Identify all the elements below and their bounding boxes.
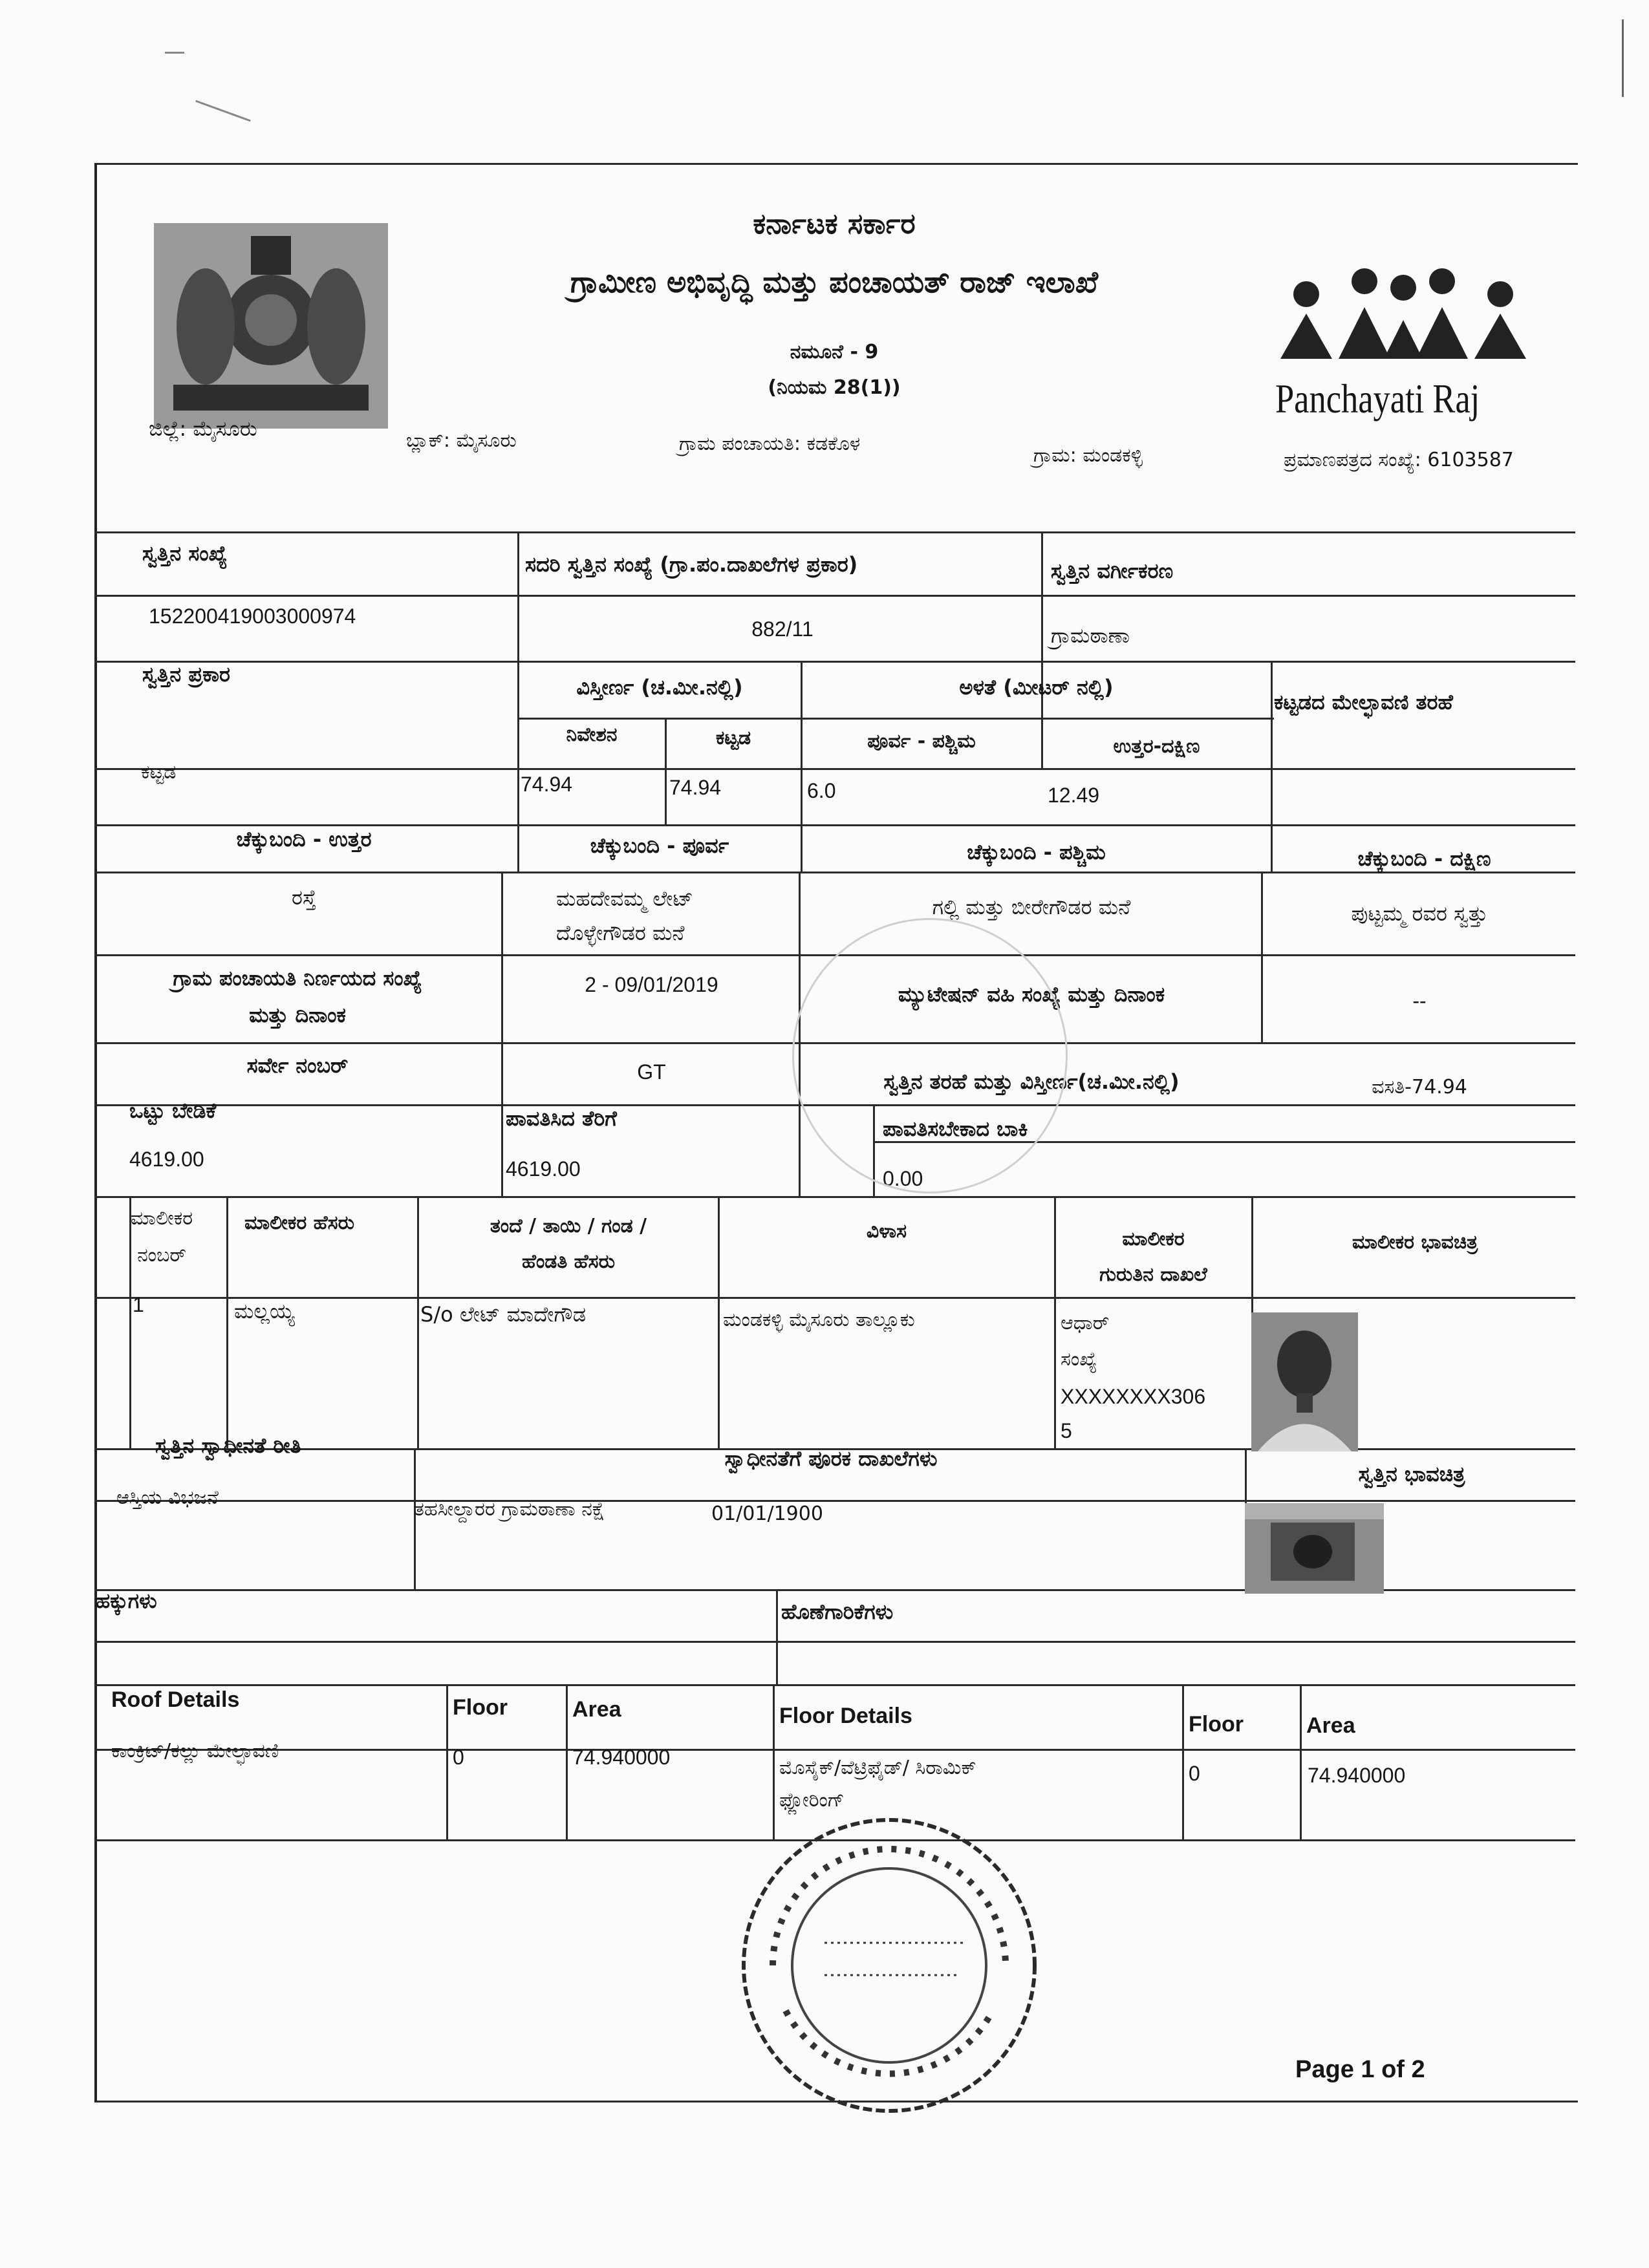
property-photo xyxy=(1245,1503,1384,1594)
boundary-north-label: ಚೆಕ್ಕುಬಂದಿ - ಉತ್ತರ xyxy=(236,827,372,851)
address-value: ಮಂಡಕಳ್ಳಿ ಮೈಸೂರು ತಾಲ್ಲೂಕು xyxy=(723,1309,915,1331)
floor-area-value: 74.940000 xyxy=(1308,1764,1406,1787)
roof-floor-value: 0 xyxy=(453,1746,464,1769)
row-rule xyxy=(94,1641,1575,1643)
boundary-south-label: ಚೆಕ್ಕುಬಂದಿ - ದಕ್ಷಿಣ xyxy=(1357,846,1491,871)
boundary-west: ಗಲ್ಲಿ ಮತ್ತು ಬೀರೇಗೌಡರ ಮನೆ xyxy=(932,895,1131,919)
boundary-north: ರಸ್ತೆ xyxy=(292,885,316,910)
block: ಬ್ಲಾಕ್: ಮೈಸೂರು xyxy=(406,429,517,452)
col-rule xyxy=(501,872,503,1196)
address-label: ವಿಳಾಸ xyxy=(866,1220,907,1243)
relation-value: S/o ಲೇಟ್ ಮಾದೇಗೌಡ xyxy=(420,1302,587,1327)
east-west-value: 6.0 xyxy=(807,779,836,802)
boundary-east-line2: ದೊಳ್ಳೇಗೌಡರ ಮನೆ xyxy=(556,921,685,945)
row-rule xyxy=(94,1749,1575,1751)
village: ಗ್ರಾಮ: ಮಂಡಕಳ್ಳಿ xyxy=(1033,444,1143,467)
boundary-east-line1: ಮಹದೇವಮ್ಮ ಲೇಟ್ xyxy=(556,886,693,911)
building-label: ಕಟ್ಟಡ xyxy=(715,727,751,749)
ownership-mode-value: ಆಸ್ತಿಯ ವಿಭಜನೆ xyxy=(116,1486,219,1509)
paid-tax-value: 4619.00 xyxy=(506,1157,581,1181)
col-rule xyxy=(1300,1684,1302,1839)
col-rule xyxy=(566,1684,568,1839)
site-label: ನಿವೇಶನ xyxy=(566,723,618,746)
roof-details-label: Roof Details xyxy=(111,1687,240,1712)
row-rule xyxy=(94,1297,1575,1299)
rights-label: ಹಕ್ಕುಗಳು xyxy=(96,1589,157,1613)
col-rule xyxy=(1271,661,1273,872)
boundary-west-label: ಚೆಕ್ಕುಬಂದಿ - ಪಶ್ಚಿಮ xyxy=(967,840,1106,864)
survey-number-label: ಸರ್ವೇ ನಂಬರ್ xyxy=(246,1053,349,1078)
due-balance-value: 0.00 xyxy=(883,1167,923,1190)
liabilities-label: ಹೊಣೆಗಾರಿಕೆಗಳು xyxy=(781,1599,894,1624)
due-balance-label: ಪಾವತಿಸಬೇಕಾದ ಬಾಕಿ xyxy=(883,1117,1028,1141)
row-rule xyxy=(94,531,1575,533)
col-rule xyxy=(1261,872,1263,1042)
roof-type-value: ಕಾಂಕ್ರಿಟ್/ಕಲ್ಲು ಮೇಲ್ಛಾವಣಿ xyxy=(111,1740,279,1762)
col-rule xyxy=(446,1684,448,1839)
floor-floor-value: 0 xyxy=(1189,1762,1200,1785)
scan-mark xyxy=(195,100,251,122)
dimension-label: ಅಳತೆ (ಮೀಟರ್ ನಲ್ಲಿ) xyxy=(959,675,1114,700)
roof-type-label: ಕಟ್ಟಡದ ಮೇಲ್ಛಾವಣಿ ತರಹೆ xyxy=(1274,690,1453,714)
boundary-south: ಪುಟ್ಟಮ್ಮ ರವರ ಸ್ವತ್ತು xyxy=(1351,901,1488,926)
col-rule xyxy=(1182,1684,1184,1839)
gov-title: ಕರ್ನಾಟಕ ಸರ್ಕಾರ xyxy=(753,208,916,241)
row-rule xyxy=(94,768,1575,770)
roof-floor-label: Floor xyxy=(453,1695,508,1720)
faint-circular-stamp xyxy=(792,918,1068,1193)
row-rule xyxy=(94,595,1575,597)
logo-text: Panchayati Raj xyxy=(1275,376,1480,422)
col-rule xyxy=(129,1196,131,1448)
property-photo-label: ಸ್ವತ್ತಿನ ಭಾವಚಿತ್ರ xyxy=(1358,1462,1465,1486)
ownership-mode-label: ಸ್ವತ್ತಿನ ಸ್ವಾಧೀನತೆ ರೀತಿ xyxy=(155,1433,301,1458)
boundary-east-label: ಚೆಕ್ಕುಬಂದಿ - ಪೂರ್ವ xyxy=(590,833,729,858)
dept-title: ಗ್ರಾಮೀಣ ಅಭಿವೃದ್ಧಿ ಮತ್ತು ಪಂಚಾಯತ್ ರಾಜ್ ಇಲಾಖೆ xyxy=(570,264,1098,299)
relation-label-line1: ತಂದೆ / ತಾಯಿ / ಗಂಡ / xyxy=(490,1215,647,1237)
col-rule xyxy=(517,531,519,872)
floor-area-label: Area xyxy=(1306,1713,1355,1738)
property-type-value: ಕಟ್ಟಡ xyxy=(141,761,177,784)
owner-id-line1: ಆಧಾರ್ xyxy=(1061,1312,1110,1334)
property-id-value: 152200419003000974 xyxy=(149,604,356,628)
owner-id-line3: XXXXXXXX306 xyxy=(1061,1385,1206,1408)
owner-no-label-line2: ನಂಬರ್ xyxy=(137,1244,186,1267)
property-id-label: ಸ್ವತ್ತಿನ ಸಂಖ್ಯೆ xyxy=(142,541,228,566)
owner-id-line4: 5 xyxy=(1061,1419,1072,1442)
row-rule xyxy=(94,872,1575,873)
floor-type-line2: ಫ್ಲೋರಿಂಗ್ xyxy=(779,1789,845,1812)
owner-no-label-line1: ಮಾಲೀಕರ xyxy=(130,1207,193,1230)
certificate-number: ಪ್ರಮಾಣಪತ್ರದ ಸಂಖ್ಯೆ: 6103587 xyxy=(1284,449,1514,471)
sadari-number-label: ಸದರಿ ಸ್ವತ್ತಿನ ಸಂಖ್ಯೆ (ಗ್ರಾ.ಪಂ.ದಾಖಲೆಗಳ ಪ್ರಕಾರ) xyxy=(525,552,858,577)
north-south-value: 12.49 xyxy=(1048,784,1100,807)
floor-type-line1: ಮೊಸೈಕ್/ವೆಟ್ರಿಫೈಡ್/ ಸಿರಾಮಿಕ್ xyxy=(779,1757,976,1779)
mutation-value: -- xyxy=(1412,989,1427,1012)
classification-label: ಸ್ವತ್ತಿನ ವರ್ಗೀಕರಣ xyxy=(1051,559,1174,583)
gp-resolution-label-line2: ಮತ್ತು ದಿನಾಂಕ xyxy=(249,1003,346,1027)
total-demand-label: ಒಟ್ಟು ಬೇಡಿಕೆ xyxy=(129,1098,217,1123)
row-rule xyxy=(94,1196,1575,1198)
rule-reference: (ನಿಯಮ 28(1)) xyxy=(768,376,901,399)
ownership-docs-date: 01/01/1900 xyxy=(711,1503,823,1525)
sadari-number-value: 882/11 xyxy=(751,617,814,641)
col-rule xyxy=(226,1196,228,1448)
form-number: ನಮೂನೆ - 9 xyxy=(790,341,879,363)
classification-value: ಗ್ರಾಮಠಾಣಾ xyxy=(1051,623,1130,648)
row-rule xyxy=(94,1684,1575,1686)
mutation-label: ಮ್ಯುಟೇಷನ್ ವಹಿ ಸಂಖ್ಯೆ ಮತ್ತು ದಿನಾಂಕ xyxy=(898,982,1165,1007)
owner-name-label: ಮಾಲೀಕರ ಹೆಸರು xyxy=(244,1212,355,1234)
scan-mark xyxy=(1622,19,1624,97)
owner-photo xyxy=(1251,1312,1358,1451)
survey-number-value: GT xyxy=(637,1060,666,1084)
page-indicator: Page 1 of 2 xyxy=(1295,2056,1425,2083)
owner-id-label-line2: ಗುರುತಿನ ದಾಖಲೆ xyxy=(1099,1263,1207,1286)
paid-tax-label: ಪಾವತಿಸಿದ ತೆರಿಗೆ xyxy=(506,1106,617,1131)
east-west-label: ಪೂರ್ವ - ಪಶ್ಚಿಮ xyxy=(867,730,976,753)
floor-floor-label: Floor xyxy=(1189,1712,1244,1737)
property-nature-value: ವಸತಿ-74.94 xyxy=(1372,1076,1467,1098)
area-label: ವಿಸ್ತೀರ್ಣ (ಚ.ಮೀ.ನಲ್ಲಿ) xyxy=(576,675,743,700)
official-seal xyxy=(727,1804,1051,2127)
gp-resolution-label-line1: ಗ್ರಾಮ ಪಂಚಾಯತಿ ನಿರ್ಣಯದ ಸಂಖ್ಯೆ xyxy=(173,966,422,990)
ownership-docs-label: ಸ್ವಾಧೀನತೆಗೆ ಪೂರಕ ದಾಖಲೆಗಳು xyxy=(724,1446,938,1471)
building-area-value: 74.94 xyxy=(669,776,722,799)
roof-area-label: Area xyxy=(572,1697,621,1722)
floor-details-label: Floor Details xyxy=(779,1704,912,1728)
owner-photo-label: ಮಾಲೀಕರ ಭಾವಚಿತ್ರ xyxy=(1352,1231,1478,1254)
owner-no-value: 1 xyxy=(133,1293,144,1316)
property-type-label: ಸ್ವತ್ತಿನ ಪ್ರಕಾರ xyxy=(142,662,230,687)
gp-resolution-value: 2 - 09/01/2019 xyxy=(585,973,718,996)
ownership-docs-value: ತಹಸೀಲ್ದಾರರ ಗ್ರಾಮಠಾಣಾ ನಕ್ಷೆ xyxy=(414,1498,605,1521)
total-demand-value: 4619.00 xyxy=(129,1148,204,1171)
row-rule xyxy=(94,661,1575,663)
district: ಜಿಲ್ಲೆ: ಮೈಸೂರು xyxy=(149,416,257,441)
gram-panchayat: ಗ್ರಾಮ ಪಂಚಾಯತಿ: ಕಡಕೊಳ xyxy=(679,433,861,455)
owner-id-label-line1: ಮಾಲೀಕರ xyxy=(1122,1228,1185,1250)
col-rule xyxy=(1041,531,1043,768)
site-area-value: 74.94 xyxy=(521,773,573,796)
row-rule xyxy=(94,824,1575,826)
relation-label-line2: ಹೆಂಡತಿ ಹೆಸರು xyxy=(521,1250,616,1273)
col-rule xyxy=(776,1589,778,1684)
roof-area-value: 74.940000 xyxy=(572,1746,671,1769)
property-nature-label: ಸ್ವತ್ತಿನ ತರಹೆ ಮತ್ತು ವಿಸ್ತೀರ್ಣ(ಚ.ಮೀ.ನಲ್ಲಿ) xyxy=(883,1069,1180,1094)
owner-name-value: ಮಲ್ಲಯ್ಯ xyxy=(234,1299,295,1323)
row-rule xyxy=(94,1500,1575,1502)
scan-mark xyxy=(165,52,184,54)
row-rule xyxy=(517,718,1274,720)
owner-id-line2: ಸಂಖ್ಯೆ xyxy=(1061,1348,1097,1371)
north-south-label: ಉತ್ತರ-ದಕ್ಷಿಣ xyxy=(1113,735,1200,758)
